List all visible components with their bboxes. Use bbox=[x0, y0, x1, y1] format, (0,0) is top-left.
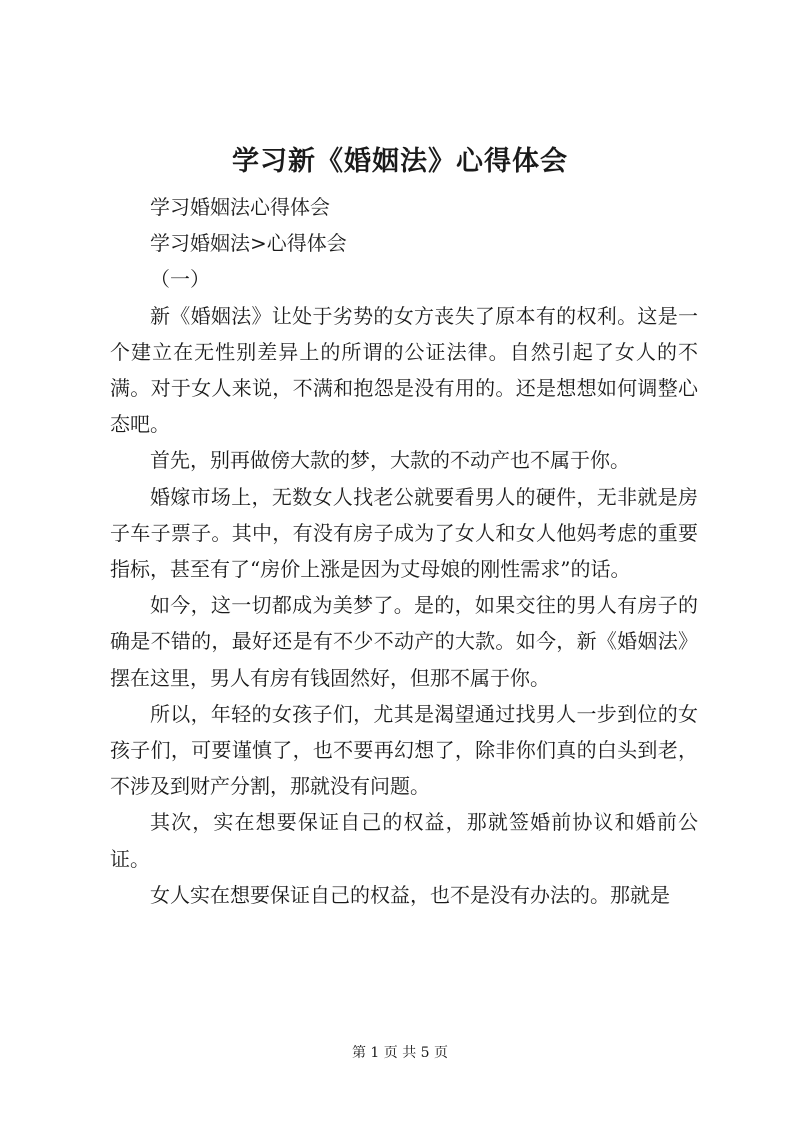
page-number-footer: 第 1 页 共 5 页 bbox=[351, 1045, 449, 1061]
paragraph-subtitle-2: 学习婚姻法>心得体会 bbox=[150, 231, 347, 256]
paragraph: 首先，别再做傍大款的梦，大款的不动产也不属于你。 bbox=[150, 448, 630, 473]
paragraph-subtitle-1: 学习婚姻法心得体会 bbox=[150, 195, 330, 219]
paragraph: 所以，年轻的女孩子们，尤其是渴望通过找男人一步到位的女孩子们，可要谨慎了，也不要再幻想了，除非你们真的白头到老，不涉及到财产分割，那就没有问题。 bbox=[110, 701, 698, 799]
paragraph: 其次，实在想要保证自己的权益，那就签婚前协议和婚前公证。 bbox=[110, 810, 698, 871]
document-title: 学习新《婚姻法》心得体会 bbox=[232, 146, 568, 177]
paragraph: 女人实在想要保证自己的权益，也不是没有办法的。那就是 bbox=[150, 882, 670, 907]
document-body bbox=[110, 189, 698, 913]
paragraph: 如今，这一切都成为美梦了。是的，如果交往的男人有房子的确是不错的，最好还是有不少不动产的大款。如今，新《婚姻法》摆在这里，男人有房有钱固然好，但那不属于你。 bbox=[110, 593, 698, 690]
paragraph: 婚嫁市场上，无数女人找老公就要看男人的硬件，无非就是房子车子票子。其中，有没有房子成为了女人和女人他妈考虑的重要指标，甚至有了“房价上涨是因为丈母娘的刚性需求”的话。 bbox=[110, 484, 698, 582]
paragraph-section-marker: （一） bbox=[150, 267, 210, 292]
paragraph: 新《婚姻法》让处于劣势的女方丧失了原本有的权利。这是一个建立在无性别差异上的所谓的公证法律。自然引起了女人的不满。对于女人来说，不满和抱怨是没有用的。还是想想如何调整心态吧。 bbox=[110, 303, 698, 437]
